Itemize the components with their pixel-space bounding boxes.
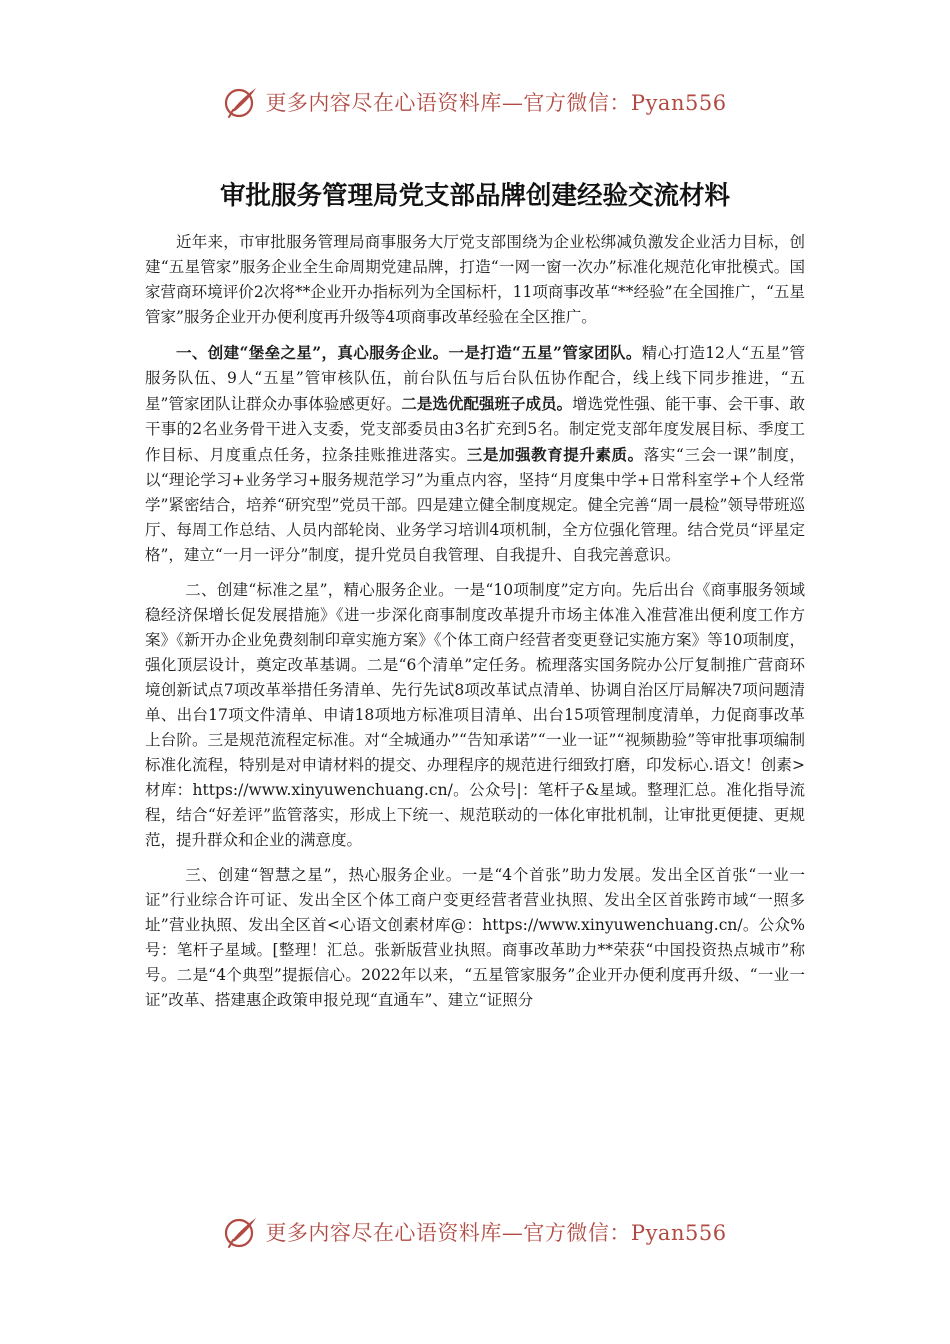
- intro-paragraph: 近年来，市审批服务管理局商事服务大厅党支部围绕为企业松绑减负激发企业活力目标，创建“五星管家”服务企业全生命周期党建品牌，打造“一网一窗一次办”标准化规范化审批模式。国家营商环境评价2次将**企业开办指标列为全国标杆，11项商事改革“**经验”在全国推广，“五星管家”服务企业开办便利度再升级等4项商事改革经验在全区推广。: [145, 233, 805, 326]
- section-1-sub1-lead: 一是打造“五星”管家团队。: [448, 343, 642, 362]
- banner-text: 更多内容尽在心语资料库—官方微信：Pyan556: [265, 91, 727, 115]
- section-2-paragraph: 二、创建“标准之星”，精心服务企业。一是“10项制度”定方向。先后出台《商事服务领域稳经济保增长促发展措施》《进一步深化商事制度改革提升市场主体准入准营准出便利度工作方案》《新开办企业免费刻制印章实施方案》《个体工商户经营者变更登记实施方案》等10项制度，强化顶层设计，奠定改革基调。二是“6个清单”定任务。梳理落实国务院办公厅复制推广营商环境创新试点7项改革举措任务清单、先行先试8项改革试点清单、协调自治区厅局解决7项问题清单、出台17项文件清单、申请18项地方标准项目清单、出台15项管理制度清单，力促商事改革上台阶。三是规范流程定标准。对“全城通办”“告知承诺”“一业一证”“视频勘验”等审批事项编制标准化流程，特别是对申请材料的提交、办理程序的规范进行细致打磨，印发标心.语文！创素>材库：https://www.xinyuwenchuang.cn/。公众号|：笔杆子&星域。整理汇总。准化指导流程，结合“好差评”监管落实，形成上下统一、规范联动的一体化审批机制，让审批更便捷、更规范，提升群众和企业的满意度。: [145, 581, 805, 849]
- section-1-sub3-text: 落实“三会一课”制度，以“理论学习+业务学习+服务规范学习”为重点内容，坚持“月度集中学+日常科室学+个人经常学”紧密结合，培养“研究型”党员干部。四是建立健全制度规定。健全完善“周一晨检”领导带班巡厅、每周工作总结、人员内部轮岗、业务学习培训4项机制，全方位强化管理。结合党员“评星定格”，建立“一月一评分”制度，提升党员自我管理、自我提升、自我完善意识。: [145, 446, 805, 564]
- header-banner: [0, 82, 950, 122]
- quill-logo-icon: [223, 1214, 259, 1250]
- banner-text: 更多内容尽在心语资料库—官方微信：Pyan556: [265, 1221, 727, 1245]
- section-1-sub3-lead: 三是加强教育提升素质。: [466, 445, 644, 464]
- footer-banner: [0, 1212, 950, 1252]
- section-1-heading: 一、创建“堡垒之星”，真心服务企业。: [176, 343, 449, 362]
- section-1-sub2-text: 增选党性强、能干事、会干事、敢干事的2名业务骨干进入支委，党支部委员由3名扩充到5名。制定党支部年度发展目标、季度工作目标、月度重点任务，拉条挂账推进落实。: [145, 395, 805, 464]
- document-title: 审批服务管理局党支部品牌创建经验交流材料: [219, 181, 730, 211]
- section-1-sub1-text: 精心打造12人“五星”管服务队伍、9人“五星”管审核队伍，前台队伍与后台队伍协作配合，线上线下同步推进，“五星”管家团队让群众办事体验感更好。: [145, 344, 805, 413]
- document-body: [145, 230, 805, 1023]
- quill-logo-icon: [223, 84, 259, 120]
- section-3-paragraph: 三、创建“智慧之星”，热心服务企业。一是“4个首张”助力发展。发出全区首张“一业一证”行业综合许可证、发出全区个体工商户变更经营者营业执照、发出全区首张跨市域“一照多址”营业执照、发出全区首<心语文创素材库@：https://www.xinyuwenchuang.cn/。公众%号：笔杆子星域。[整理！汇总。张新版营业执照。商事改革助力**荣获“中国投资热点城市”称号。二是“4个典型”提振信心。2022年以来，“五星管家服务”企业开办便利度再升级、“一业一证”改革、搭建惠企政策申报兑现“直通车”、建立“证照分: [145, 866, 805, 1009]
- section-1-paragraph: [145, 340, 805, 568]
- section-1-sub2-lead: 二是选优配强班子成员。: [401, 394, 573, 413]
